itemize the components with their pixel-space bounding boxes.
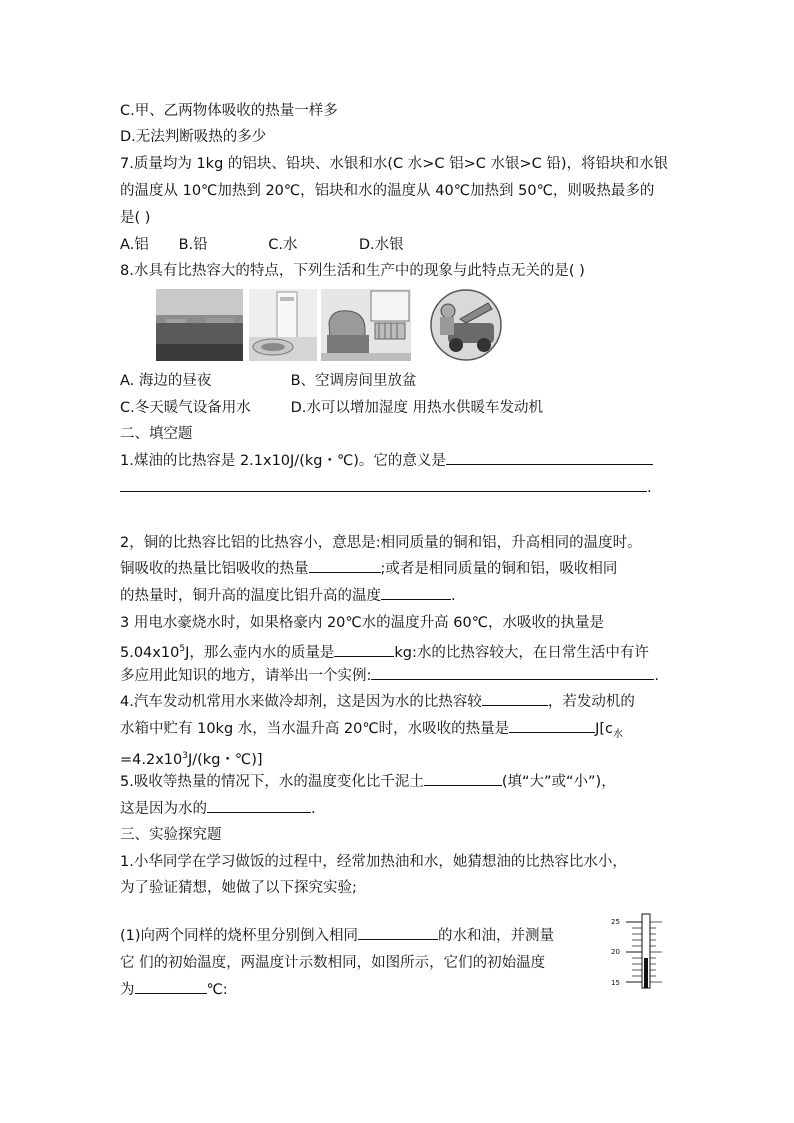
fill-5-line-2: 这是因为水的 . (120, 796, 316, 822)
question-7-line-1: 7.质量均为 1kg 的铝块、铅块、水银和水(C 水>C 铝>C 水银>C 铅)，将铅块和水银 (120, 156, 669, 172)
question-7-line-2: 的温度从 10℃加热到 20℃，铝块和水的温度从 40℃加热到 50℃，则吸热最多的 (120, 183, 655, 199)
question-8-line: 8.水具有比热容大的特点，下列生活和生产中的现象与此特点无关的是( ) (120, 263, 585, 279)
fill-4-line-3: $=4.2x10^3J/(kg$・℃)] (120, 751, 263, 768)
q8-option-a: A. 海边的昼夜 (120, 373, 212, 389)
fill-2-line-2: 铜吸收的热量比铝吸收的热量 ;或者是相同质量的铜和铝，吸收相同 (120, 556, 617, 582)
experiment-1-line-5: 为 ℃: (120, 977, 228, 1003)
fill-3-blank-b[interactable] (371, 663, 654, 680)
question-7-line-3: 是( ) (120, 210, 151, 226)
q7-option-d: D.水银 (358, 237, 404, 253)
question-8-options-cd (120, 395, 543, 421)
thermometer-figure (600, 910, 670, 990)
fill-4-line-2: 水箱中贮有 10kg 水，当水温升高 20℃时，水吸收的热量是 $J[c_水$ (120, 716, 623, 742)
fill-1-line-1 (120, 448, 653, 474)
fill-2-line-1: 2，铜的比热容比铝的比热容小，意思是:相同质量的铜和铝，升高相同的温度时。 (120, 535, 642, 551)
fill-5-blank-b[interactable] (207, 796, 311, 813)
question-8-options-ab (120, 368, 417, 394)
q8-option-d: D.水可以增加湿度 用热水供暖车发动机 (290, 400, 543, 416)
option-d-line: D.无法判断吸热的多少 (120, 129, 267, 145)
section-3-heading: 三、实验探究题 (120, 827, 222, 843)
seaside-photo (156, 289, 243, 361)
q8-option-b: B、空调房间里放盆 (290, 373, 417, 389)
fill-5-line-1: 5.吸收等热量的情况下，水的温度变化比千泥土 (填“大”或“小”)， (120, 769, 616, 795)
fill-3-line-1: 3 用电水豪烧水时，如果格豪内 20℃水的温度升高 60℃，水吸收的执量是 (120, 615, 605, 631)
fill-1-text: 1.煤油的比热容是 2.1x10J/(kg・℃)。它的意义是 (120, 453, 446, 469)
option-c-line: C.甲、乙两物体吸收的热量一样多 (120, 103, 338, 119)
thermometer-label-15: 15 (611, 979, 620, 987)
fill-1-blank-a[interactable] (446, 448, 653, 465)
experiment-1-line-3: (1)向两个同样的烧杯里分别倒入相同 的水和油，并测量 (120, 923, 554, 949)
fill-2-line-3: 的热量时，铜升高的温度比铝升高的温度 . (120, 583, 456, 609)
fill-3-blank-a[interactable] (334, 640, 394, 657)
fill-1-line-2: . (120, 475, 652, 501)
q8-option-c: C.冬天暖气设备用水 (120, 400, 251, 416)
thermometer-label-20: 20 (611, 948, 620, 956)
q7-option-a: A.铝 (120, 237, 149, 253)
section-2-heading: 二、填空题 (120, 426, 193, 442)
fill-1-blank-b[interactable] (120, 475, 647, 492)
thermometer-label-25: 25 (611, 918, 620, 926)
thermometer-liquid (644, 958, 648, 988)
fill-4-blank-a[interactable] (482, 689, 548, 706)
car-engine-photo (426, 289, 506, 361)
q7-option-b: B.铅 (178, 237, 208, 253)
question-7-options (120, 232, 404, 258)
fill-4-line-1: 4.汽车发动机常用水来做冷却剂，这是因为水的比热容较 ，若发动机的 (120, 689, 635, 715)
fill-3-line-3: 多应用此知识的地方，请举出一个实例: . (120, 663, 659, 689)
experiment-1-blank-a[interactable] (358, 923, 438, 940)
experiment-1-line-4: 它 们的初始温度，两温度计示数相同，如图所示，它们的初始温度 (120, 955, 546, 971)
air-conditioner-room-photo (249, 289, 317, 361)
experiment-1-blank-b[interactable] (135, 977, 207, 994)
fill-4-blank-b[interactable] (509, 716, 595, 733)
heater-room-photo (321, 289, 411, 361)
experiment-1-line-2: 为了验证猜想，她做了以下探究实验; (120, 880, 357, 896)
fill-2-blank-b[interactable] (381, 583, 451, 600)
experiment-1-line-1: 1.小华同学在学习做饭的过程中，经常加热油和水，她猜想油的比热容比水小， (120, 854, 627, 870)
fill-5-blank-a[interactable] (424, 769, 502, 786)
fill-3-line-2: $5.04x10^5J$，那么壶内水的质量是 kg:水的比热容较大，在日常生活中有许 (120, 636, 649, 662)
q7-option-c: C.水 (268, 237, 298, 253)
fill-2-blank-a[interactable] (309, 556, 381, 573)
